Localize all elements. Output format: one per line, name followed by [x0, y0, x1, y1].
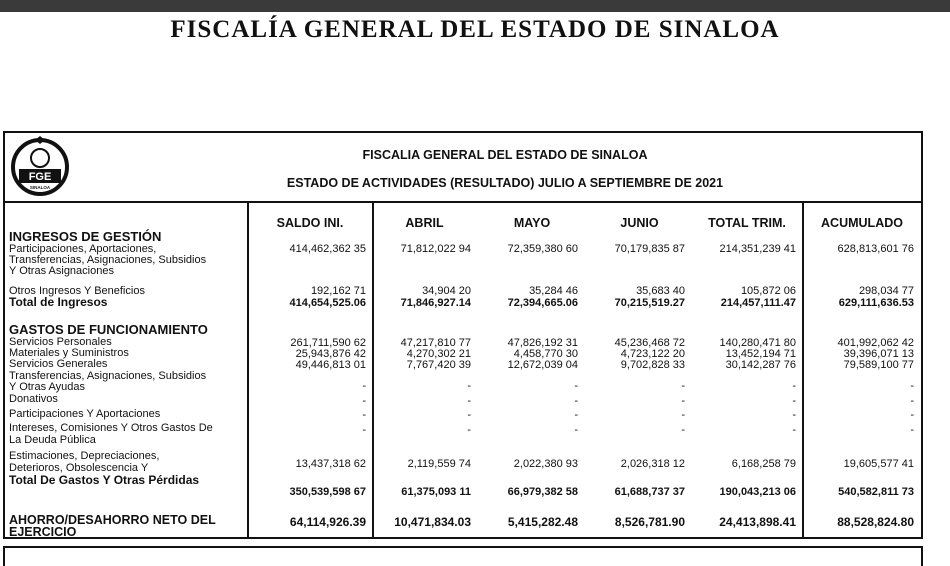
cell: - [574, 395, 578, 407]
row-label: Total De Gastos Y Otras Pérdidas [9, 473, 200, 487]
section-heading: INGRESOS DE GESTIÓN [9, 229, 162, 244]
cell: 414,462,362 35 [289, 243, 366, 255]
cell: 71,846,927.14 [400, 297, 471, 309]
logo-text: FGE [28, 171, 52, 183]
cell: 2,022,380 93 [513, 458, 578, 470]
page-title: FISCALÍA GENERAL DEL ESTADO DE SINALOA [170, 16, 780, 43]
column-header: MAYO [513, 216, 551, 230]
cell: - [681, 409, 685, 421]
cell: 71,812,022 94 [400, 243, 471, 255]
cell: 79,589,100 77 [843, 359, 914, 371]
cell: - [681, 424, 685, 436]
cell: 25,943,876 42 [295, 348, 366, 360]
cell: 140,280,471 80 [719, 337, 796, 349]
cell: 35,284 46 [529, 285, 578, 297]
cell: - [362, 409, 366, 421]
cell: 7,767,420 39 [406, 359, 471, 371]
column-header: TOTAL TRIM. [708, 216, 786, 230]
cell: - [681, 395, 685, 407]
cell: - [910, 380, 914, 392]
row-label: Materiales y Suministros [9, 347, 129, 359]
cell: - [910, 424, 914, 436]
cell: 70,179,835 87 [614, 243, 685, 255]
cell: 34,904 20 [422, 285, 471, 297]
cell: 61,375,093 11 [401, 486, 471, 498]
cell: 49,446,813 01 [295, 359, 366, 371]
cell: 350,539,598 67 [289, 486, 366, 498]
row-label: Total de Ingresos [9, 295, 108, 309]
cell: 88,528,824.80 [837, 515, 914, 529]
row-label: La Deuda Pública [9, 434, 96, 446]
column-divider [372, 201, 374, 537]
row-label: Transferencias, Asignaciones, Subsidios [9, 254, 207, 266]
cell: 10,471,834.03 [394, 515, 471, 529]
row-label: Participaciones Y Aportaciones [9, 408, 161, 420]
cell: 13,437,318 62 [295, 458, 366, 470]
cell: 105,872 06 [740, 285, 796, 297]
cell: - [467, 395, 471, 407]
cell: - [362, 395, 366, 407]
financial-statement [3, 131, 923, 539]
column-header: SALDO INI. [276, 216, 344, 230]
logo-subtext: SINALOA [29, 185, 51, 190]
cell: 35,683 40 [636, 285, 685, 297]
cell: - [792, 380, 796, 392]
row-label: Otros Ingresos Y Beneficios [9, 285, 145, 297]
cell: 12,672,039 04 [507, 359, 578, 371]
cell: 8,526,781.90 [614, 515, 685, 529]
row-label: EJERCICIO [9, 525, 77, 539]
cell: - [574, 409, 578, 421]
cell: 64,114,926.39 [289, 515, 366, 529]
cell: 629,111,636.53 [838, 297, 914, 309]
row-label: Y Otras Asignaciones [9, 265, 114, 277]
cell: 39,396,071 13 [843, 348, 914, 360]
cell: - [910, 395, 914, 407]
cell: - [362, 424, 366, 436]
cell: 30,142,287 76 [725, 359, 796, 371]
row-label: Intereses, Comisiones Y Otros Gastos De [9, 422, 213, 434]
cell: 6,168,258 79 [731, 458, 796, 470]
cell: 540,582,811 73 [838, 486, 914, 498]
cell: 261,711,590 62 [290, 337, 366, 349]
cell: - [792, 424, 796, 436]
cell: 72,359,380 60 [507, 243, 578, 255]
top-bar [0, 0, 950, 12]
cell: 61,688,737 37 [614, 486, 685, 498]
cell: 5,415,282.48 [507, 515, 578, 529]
cell: - [910, 409, 914, 421]
cell: 190,043,213 06 [719, 486, 796, 498]
row-label: Deterioros, Obsolescencia Y [9, 462, 149, 474]
cell: - [467, 380, 471, 392]
fge-logo-icon [9, 136, 71, 196]
cell: - [792, 409, 796, 421]
cell: 13,452,194 71 [725, 348, 796, 360]
cell: 401,992,062 42 [837, 337, 914, 349]
cell: 2,026,318 12 [620, 458, 685, 470]
cell: 4,270,302 21 [406, 348, 471, 360]
row-label: Donativos [9, 393, 58, 405]
cell: - [467, 424, 471, 436]
cell: - [792, 395, 796, 407]
cell: 19,605,577 41 [843, 458, 914, 470]
next-report-box [3, 546, 923, 566]
cell: 414,654,525.06 [289, 297, 366, 309]
cell: 72,394,665.06 [507, 297, 578, 309]
column-header: ACUMULADO [821, 216, 903, 230]
cell: 70,215,519.27 [614, 297, 685, 309]
cell: - [467, 409, 471, 421]
cell: 298,034 77 [858, 285, 914, 297]
cell: - [362, 380, 366, 392]
row-label: Servicios Personales [9, 336, 112, 348]
row-label: Participaciones, Aportaciones, [9, 243, 157, 255]
cell: 9,702,828 33 [620, 359, 685, 371]
cell: - [574, 380, 578, 392]
cell: - [574, 424, 578, 436]
column-header: ABRIL [405, 216, 444, 230]
cell: 45,236,468 72 [614, 337, 685, 349]
row-label: Servicios Generales [9, 358, 108, 370]
cell: 66,979,382 58 [507, 486, 578, 498]
row-label: Transferencias, Asignaciones, Subsidios [9, 370, 207, 382]
cell: 47,217,810 77 [400, 337, 471, 349]
row-label: AHORRO/DESAHORRO NETO DEL [9, 513, 216, 527]
cell: 628,813,601 76 [837, 243, 914, 255]
report-title: FISCALIA GENERAL DEL ESTADO DE SINALOA [362, 148, 648, 162]
report-header [5, 133, 921, 203]
section-heading: GASTOS DE FUNCIONAMIENTO [9, 322, 208, 337]
row-label: Estimaciones, Depreciaciones, [9, 450, 160, 462]
column-header: JUNIO [620, 216, 659, 230]
cell: 24,413,898.41 [719, 515, 796, 529]
cell: 192,162 71 [310, 285, 366, 297]
cell: 4,458,770 30 [513, 348, 578, 360]
cell: 2,119,559 74 [407, 458, 471, 470]
row-label: Y Otras Ayudas [9, 381, 86, 393]
column-divider [247, 201, 249, 537]
cell: - [681, 380, 685, 392]
cell: 47,826,192 31 [507, 337, 578, 349]
cell: 4,723,122 20 [620, 348, 685, 360]
report-subtitle: ESTADO DE ACTIVIDADES (RESULTADO) JULIO A SEPTIEMBRE DE 2021 [286, 176, 724, 190]
cell: 214,457,111.47 [720, 297, 796, 309]
column-divider [802, 201, 804, 537]
cell: 214,351,239 41 [719, 243, 796, 255]
